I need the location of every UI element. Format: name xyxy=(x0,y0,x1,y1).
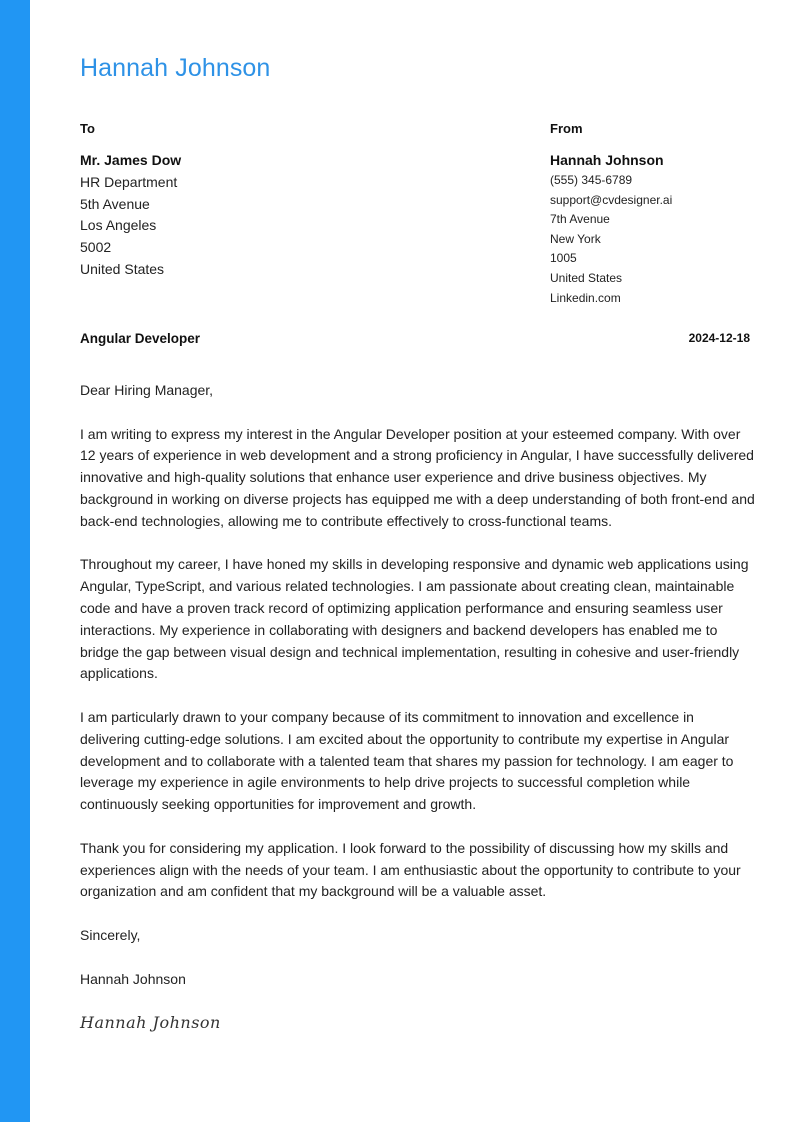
recipient-city: Los Angeles xyxy=(80,217,157,234)
sender-address-block xyxy=(550,150,672,308)
body-paragraph: I am particularly drawn to your company because of its commitment to innovation and excellence in delivering cutting-edge solutions. I am excited about the opportunity to contribute my expertise in Angular development and to collaborate with a talented team that shares my passion for technology. I am eager to leverage my experience in agile environments to help drive projects to successful completion while continuously seeking opportunities for improvement and growth. xyxy=(80,708,734,813)
job-title: Angular Developer xyxy=(80,331,201,346)
letter-date: 2024-12-18 xyxy=(688,331,750,345)
recipient-name: Mr. James Dow xyxy=(80,152,182,168)
page-title: Hannah Johnson xyxy=(80,54,271,82)
sender-street: 7th Avenue xyxy=(550,212,610,227)
sender-email: support@cvdesigner.ai xyxy=(550,192,673,207)
recipient-department: HR Department xyxy=(80,173,178,190)
from-label: From xyxy=(550,121,583,136)
sender-city: New York xyxy=(550,231,601,246)
greeting: Dear Hiring Manager, xyxy=(80,382,214,398)
recipient-address-block xyxy=(80,150,181,281)
sender-name: Hannah Johnson xyxy=(550,152,664,168)
recipient-street: 5th Avenue xyxy=(80,195,150,212)
body-paragraph: Throughout my career, I have honed my skills in developing responsive and dynamic web applications using Angular, TypeScript, and various related technologies. I am passionate about creating clean, maintainable code and have a proven track record of optimizing application performance and ensuring seamless user interactions. My experience in collaborating with designers and backend developers has enabled me to bridge the gap between visual design and technical implementation, resulting in cohesive and user-friendly applications. xyxy=(80,556,749,682)
to-label: To xyxy=(80,121,95,136)
sender-country: United States xyxy=(550,270,623,285)
recipient-country: United States xyxy=(80,260,165,277)
sender-phone: (555) 345-6789 xyxy=(550,173,633,187)
body-paragraph: Thank you for considering my application. I look forward to the possibility of discussing how my skills and experiences align with the needs of your team. I am enthusiastic about the opportunity to contribute to your organization and am confident that my background will be a valuable asset. xyxy=(80,839,741,900)
accent-sidebar-bar xyxy=(0,0,30,1122)
sender-postal-code: 1005 xyxy=(550,251,577,266)
sender-website: Linkedin.com xyxy=(550,290,621,305)
recipient-postal-code: 5002 xyxy=(80,239,112,256)
closing-name: Hannah Johnson xyxy=(80,970,186,987)
closing: Sincerely, xyxy=(80,926,141,943)
body-paragraph: I am writing to express my interest in the Angular Developer position at your esteemed company. With over 12 years of experience in web development and a strong proficiency in Angular, I have successfully delivered innovative and high-quality solutions that enhance user experience and drive business objectives. My background in working on diverse projects has equipped me with a deep understanding of both front-end and back-end technologies, allowing me to contribute effectively to cross-functional teams. xyxy=(80,425,755,529)
letter-body xyxy=(80,380,755,1034)
signature: Hannah Johnson xyxy=(80,1013,221,1033)
